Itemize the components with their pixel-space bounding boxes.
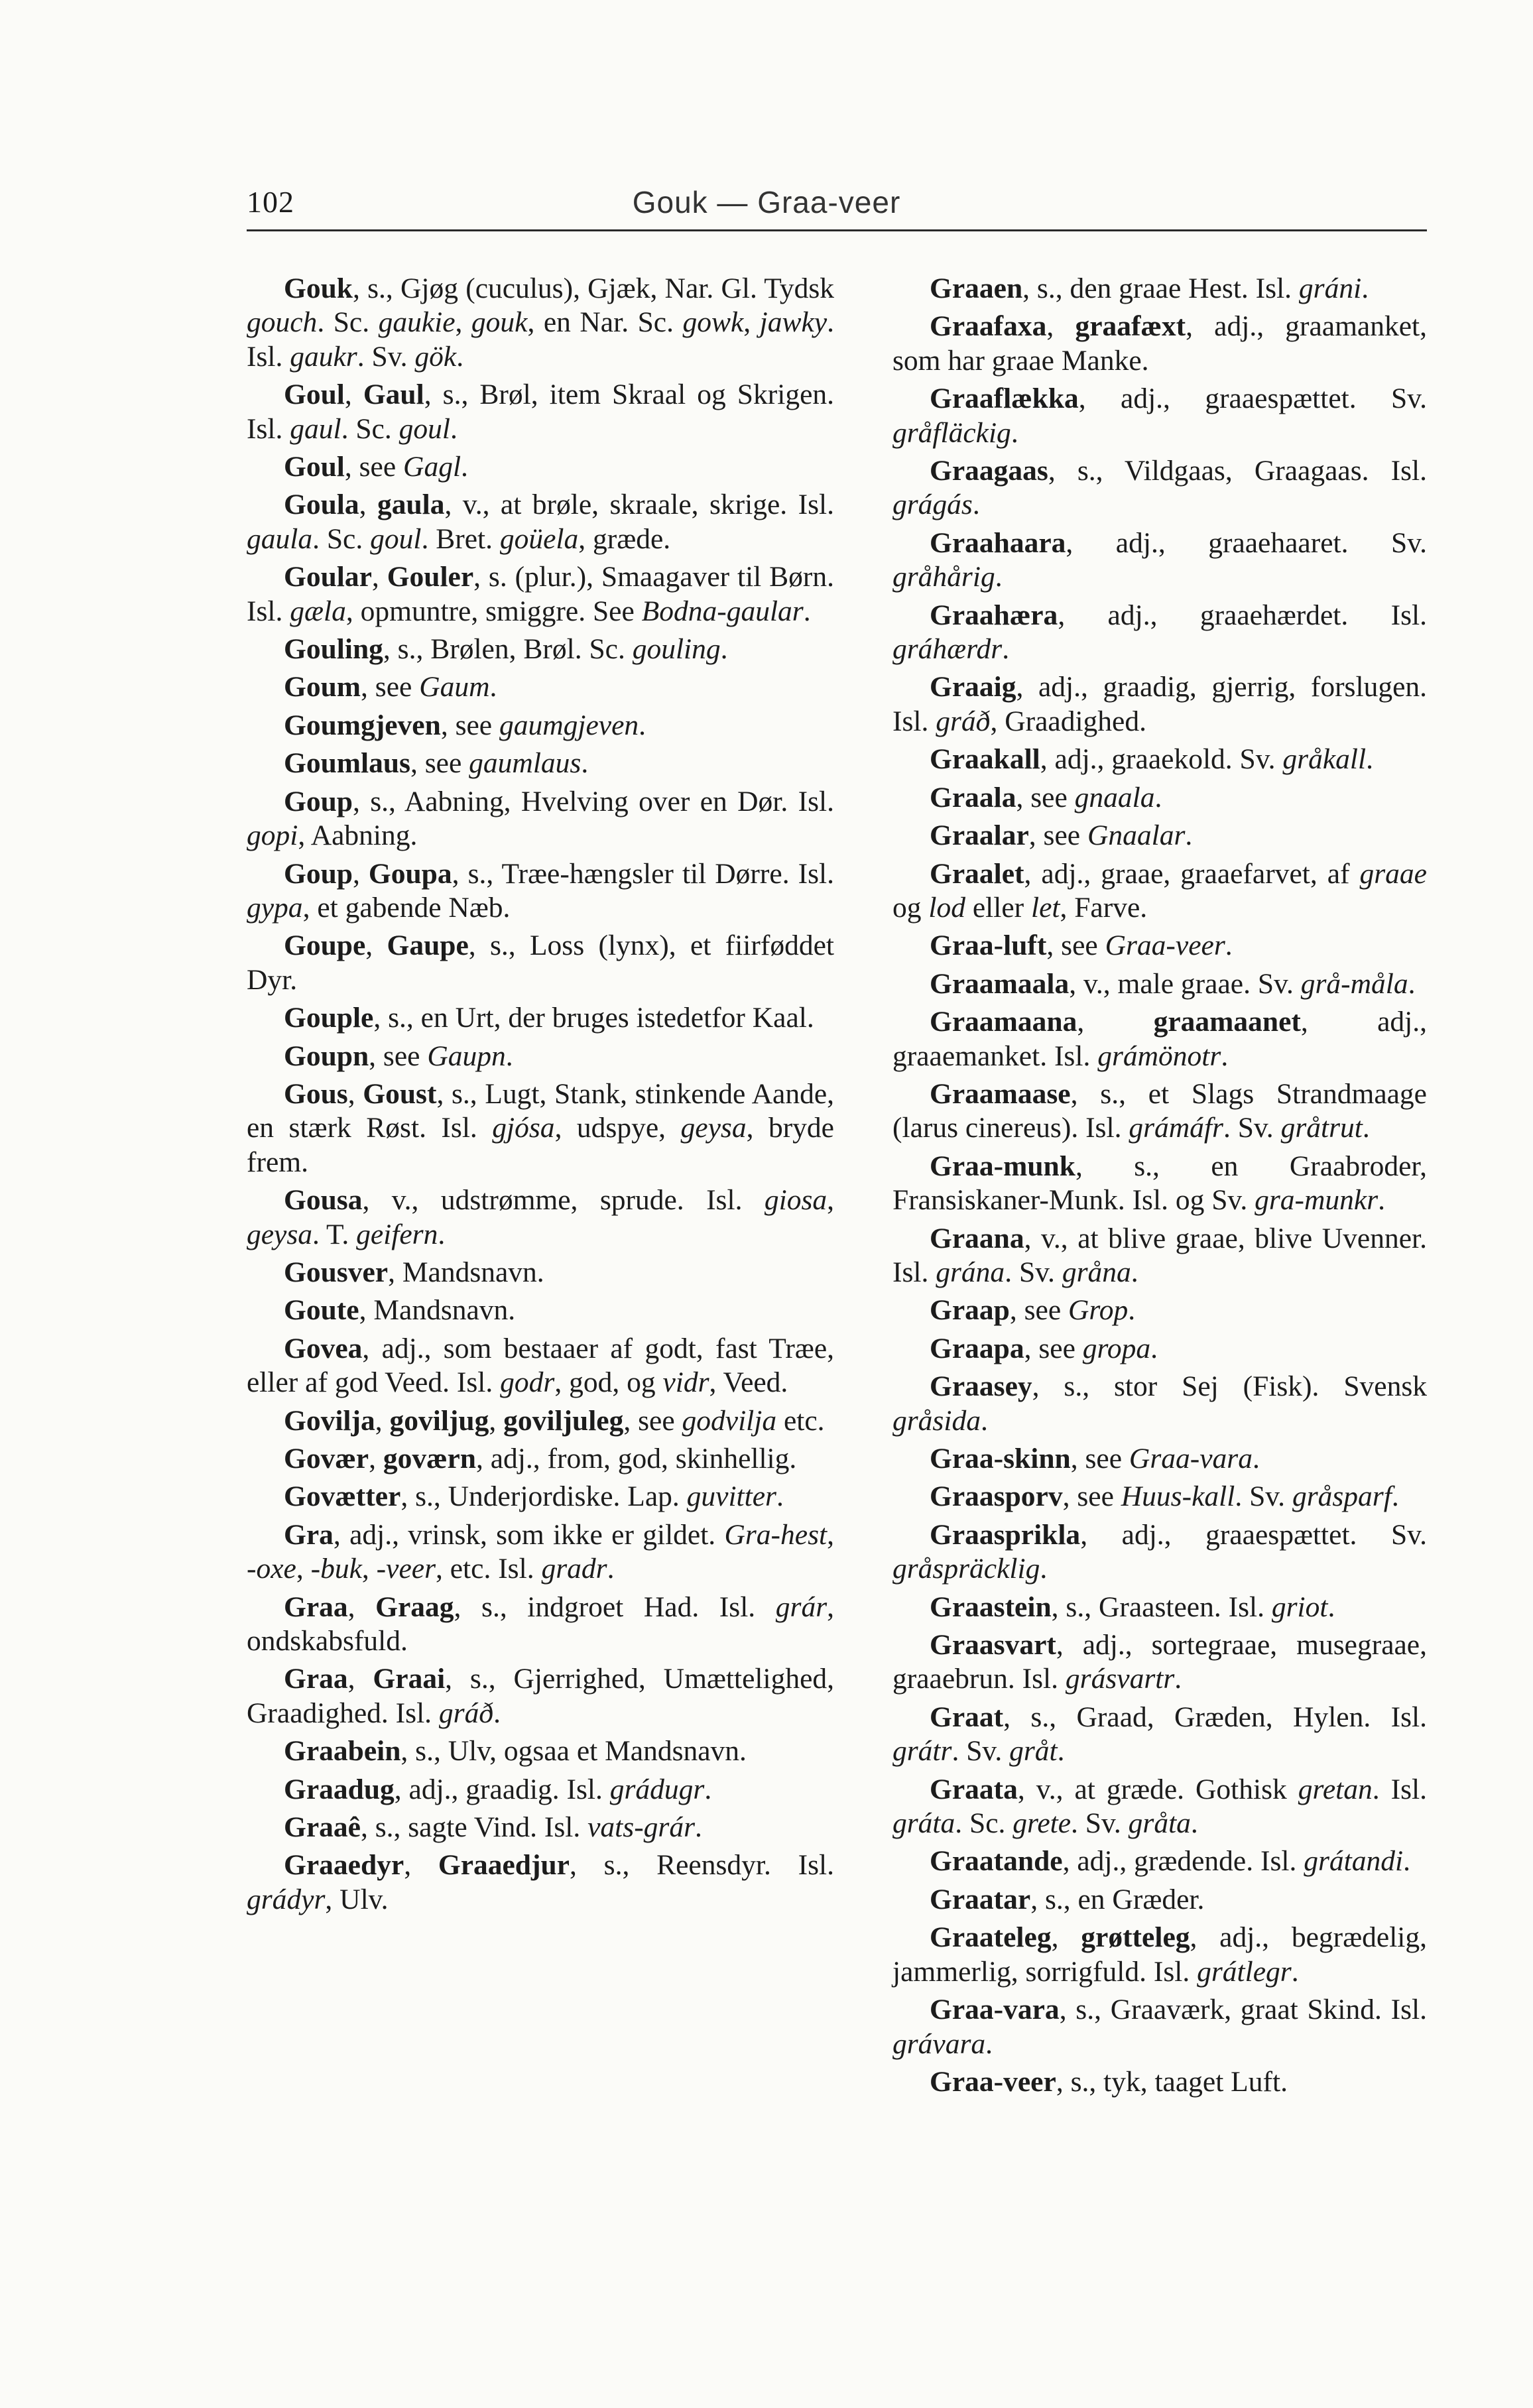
dictionary-entry: Goular, Gouler, s. (plur.), Smaagaver til Børn. Isl. gæla, opmuntre, smiggre. See Bodna-gaular. xyxy=(247,561,835,627)
dictionary-entry: Graahaara, adj., graaehaaret. Sv. gråhårig. xyxy=(892,526,1427,593)
dictionary-entry: Gra, adj., vrinsk, som ikke er gildet. Gra-hest, -oxe, -buk, -veer, etc. Isl. gradr. xyxy=(247,1518,834,1585)
dictionary-entry: Graaê, s., sagte Vind. Isl. vats-grár. xyxy=(284,1811,702,1844)
dictionary-entry: Graa-skinn, see Graa-vara. xyxy=(930,1443,1260,1475)
dictionary-entry: Govær, goværn, adj., from, god, skinhellig. xyxy=(284,1443,797,1475)
dictionary-entry: Goupn, see Gaupn. xyxy=(284,1040,513,1072)
dictionary-entry: Graala, see gnaala. xyxy=(930,781,1162,813)
right-column xyxy=(892,272,1427,2103)
running-head: Gouk — Graa-veer xyxy=(632,185,901,219)
dictionary-entry: Graasey, s., stor Sej (Fisk). Svensk gråsida. xyxy=(892,1370,1427,1437)
dictionary-entry: Graafaxa, graafæxt, adj., graamanket, som har graae Manke. xyxy=(892,310,1428,377)
dictionary-entry: Graabein, s., Ulv, ogsaa et Mandsnavn. xyxy=(284,1735,747,1768)
dictionary-entry: Govea, adj., som bestaaer af godt, fast Træe, eller af god Veed. Isl. godr, god, og vidr, Veed. xyxy=(247,1332,834,1399)
dictionary-entry: Graateleg, grøtteleg, adj., begrædelig, jammerlig, sorrigfuld. Isl. grátlegr. xyxy=(892,1921,1428,1988)
dictionary-entry: Graasvart, adj., sortegraae, musegraae, graaebrun. Isl. grásvartr. xyxy=(892,1629,1427,1695)
dictionary-entry: Graana, v., at blive graae, blive Uvenner. Isl. grána. Sv. gråna. xyxy=(892,1222,1427,1288)
dictionary-entry: Graapa, see gropa. xyxy=(930,1332,1158,1364)
dictionary-entry: Graamaana, graamaanet, adj., graaemanket. Isl. grámönotr. xyxy=(892,1006,1427,1072)
dictionary-entry: Graa-munk, s., en Graabroder, Fransiskaner-Munk. Isl. og Sv. gra-munkr. xyxy=(892,1150,1427,1217)
dictionary-entry: Goul, Gaul, s., Brøl, item Skraal og Skrigen. Isl. gaul. Sc. goul. xyxy=(247,379,835,445)
dictionary-entry: Goup, Goupa, s., Træe-hængsler til Dørre. Isl. gypa, et gabende Næb. xyxy=(247,857,834,924)
dictionary-entry: Goupe, Gaupe, s., Loss (lynx), et fiirføddet Dyr. xyxy=(247,930,834,996)
dictionary-entry: Graadug, adj., graadig. Isl. grádugr. xyxy=(284,1773,712,1805)
dictionary-entry: Goul, see Gagl. xyxy=(284,451,468,483)
dictionary-entry: Graa, Graai, s., Gjerrighed, Umættelighed, Graadighed. Isl. gráð. xyxy=(247,1663,835,1729)
dictionary-entry: Graamaala, v., male graae. Sv. grå-måla. xyxy=(930,967,1416,1000)
dictionary-entry: Gouling, s., Brølen, Brøl. Sc. gouling. xyxy=(284,633,728,666)
dictionary-entry: Goumgjeven, see gaumgjeven. xyxy=(284,709,646,741)
dictionary-entry: Govætter, s., Underjordiske. Lap. guvitter. xyxy=(284,1480,784,1513)
dictionary-entry: Graaedyr, Graaedjur, s., Reensdyr. Isl. grádyr, Ulv. xyxy=(247,1849,835,1915)
dictionary-entry: Goute, Mandsnavn. xyxy=(284,1294,516,1327)
dictionary-entry: Graalar, see Gnaalar. xyxy=(930,819,1193,852)
dictionary-entry: Goula, gaula, v., at brøle, skraale, skrige. Isl. gaula. Sc. goul. Bret. goüela, græde. xyxy=(247,489,834,555)
dictionary-entry: Gousa, v., udstrømme, sprude. Isl. giosa, geysa. T. geifern. xyxy=(247,1184,834,1250)
left-column xyxy=(247,272,834,1921)
dictionary-entry: Gousver, Mandsnavn. xyxy=(284,1256,544,1288)
dictionary-entry: Graa-vara, s., Graaværk, graat Skind. Isl. grávara. xyxy=(892,1994,1427,2060)
dictionary-entry: Graakall, adj., graaekold. Sv. gråkall. xyxy=(930,743,1373,776)
dictionary-entry: Graasprikla, adj., graaespættet. Sv. gråspräcklig. xyxy=(892,1518,1427,1585)
dictionary-entry: Graaig, adj., graadig, gjerrig, forslugen. Isl. gráð, Graadighed. xyxy=(892,671,1427,737)
dictionary-entry: Graa, Graag, s., indgroet Had. Isl. grár, ondskabsfuld. xyxy=(247,1591,835,1657)
dictionary-entry: Graatar, s., en Græder. xyxy=(930,1883,1205,1915)
dictionary-entry: Goup, s., Aabning, Hvelving over en Dør. Isl. gopi, Aabning. xyxy=(247,785,834,852)
dictionary-entry: Graat, s., Graad, Græden, Hylen. Isl. grátr. Sv. gråt. xyxy=(892,1701,1427,1768)
dictionary-entry: Graastein, s., Graasteen. Isl. griot. xyxy=(930,1591,1335,1623)
dictionary-entry: Goumlaus, see gaumlaus. xyxy=(284,747,589,780)
dictionary-entry: Graa-luft, see Graa-veer. xyxy=(930,930,1233,962)
dictionary-entry: Graagaas, s., Vildgaas, Graagaas. Isl. grágás. xyxy=(892,455,1427,521)
dictionary-entry: Graahæra, adj., graaehærdet. Isl. gráhærdr. xyxy=(892,599,1427,666)
dictionary-entry: Graasporv, see Huus-kall. Sv. gråsparf. xyxy=(930,1480,1399,1513)
dictionary-entry: Graamaase, s., et Slags Strandmaage (larus cinereus). Isl. grámáfr. Sv. gråtrut. xyxy=(892,1077,1427,1144)
page-number: 102 xyxy=(247,185,294,219)
dictionary-entry: Graa-veer, s., tyk, taaget Luft. xyxy=(930,2065,1288,2098)
dictionary-entry: Graaflækka, adj., graaespættet. Sv. gråfläckig. xyxy=(892,383,1427,449)
dictionary-entry: Graalet, adj., graae, graaefarvet, af graae og lod eller let, Farve. xyxy=(892,857,1427,924)
dictionary-entry: Goum, see Gaum. xyxy=(284,671,497,703)
dictionary-entry: Gous, Goust, s., Lugt, Stank, stinkende Aande, en stærk Røst. Isl. gjósa, udspye, geysa, bryde frem. xyxy=(247,1077,834,1178)
header-rule xyxy=(247,229,1427,231)
dictionary-entry: Graata, v., at græde. Gothisk gretan. Isl. gráta. Sc. grete. Sv. gråta. xyxy=(892,1773,1427,1840)
dictionary-entry: Graaen, s., den graae Hest. Isl. gráni. xyxy=(930,272,1369,304)
dictionary-entry: Gouple, s., en Urt, der bruges istedetfor Kaal. xyxy=(284,1002,814,1034)
dictionary-entry: Graap, see Grop. xyxy=(930,1294,1136,1327)
dictionary-entry: Gouk, s., Gjøg (cuculus), Gjæk, Nar. Gl. Tydsk gouch. Sc. gaukie, gouk, en Nar. Sc. gowk, jawky. Isl. gaukr. Sv. gök. xyxy=(247,272,834,373)
dictionary-entry: Graatande, adj., grædende. Isl. grátandi. xyxy=(930,1845,1410,1878)
dictionary-entry: Govilja, goviljug, goviljuleg, see godvilja etc. xyxy=(284,1404,825,1437)
